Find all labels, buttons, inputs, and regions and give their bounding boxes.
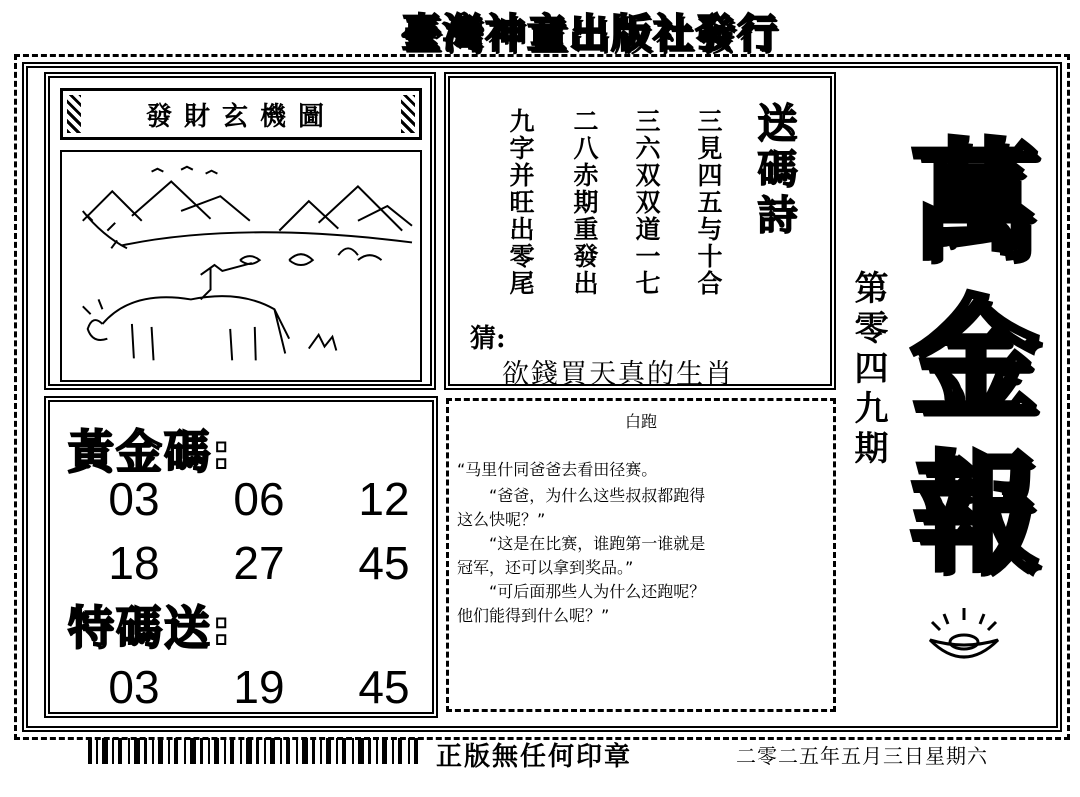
issue-date: 二零二五年五月三日星期六: [736, 744, 988, 768]
authenticity-notice: 正版無任何印章: [436, 742, 633, 772]
story-line: 冠军，还可以拿到奖品。”: [457, 558, 634, 577]
story-line: “爸爸，为什么这些叔叔都跑得: [457, 486, 706, 505]
story-line: “这是在比赛，谁跑第一谁就是: [457, 534, 706, 553]
special-number: 03: [108, 661, 160, 713]
brand-char-3: 報: [910, 440, 1039, 589]
gold-number: 18: [108, 537, 160, 589]
poem-line-4: 九字并旺出零尾: [506, 108, 535, 297]
poem-line-1: 三見四五与十合: [694, 108, 723, 297]
poem-line-3: 二八赤期重發出: [570, 108, 599, 297]
gold-number: 12: [358, 473, 410, 525]
poem-panel: [444, 72, 836, 390]
fortune-picture-panel: [44, 72, 436, 390]
poem-line-2: 三六双双道一七: [632, 108, 661, 297]
gold-number: 45: [358, 537, 410, 589]
ox-herder-illustration: [60, 150, 422, 382]
story-line: “马里什同爸爸去看田径赛。: [457, 460, 658, 479]
barcode: [88, 738, 418, 764]
story-line: 他们能得到什么呢？”: [457, 606, 610, 625]
brand-char-1: 萬: [910, 128, 1039, 277]
story-panel: [446, 398, 836, 712]
story-line: “可后面那些人为什么还跑呢？: [457, 582, 706, 601]
publisher-banner: 臺灣神童出版社發行: [401, 11, 779, 57]
story-title: 白跑: [624, 412, 657, 431]
gold-row-1: [94, 472, 424, 526]
brand-char-2: 金: [910, 284, 1039, 433]
special-number: 45: [358, 661, 410, 713]
guess-riddle: 欲錢買天真的生肖: [502, 359, 734, 390]
gold-number: 27: [233, 537, 285, 589]
gold-number: 03: [108, 473, 160, 525]
gold-number: 06: [233, 473, 285, 525]
poem-label: 送碼詩: [751, 102, 798, 240]
story-line: 这么快呢？”: [457, 510, 546, 529]
special-row: [94, 660, 424, 714]
gold-numbers-label: 黃金碼:: [68, 425, 233, 479]
gold-ingot-icon: [924, 604, 1004, 674]
guess-label: 猜:: [470, 324, 506, 354]
special-numbers-label: 特碼送:: [68, 601, 233, 655]
gold-numbers-panel: [44, 396, 438, 718]
special-number: 19: [233, 661, 285, 713]
issue-number: 第零四九期: [848, 270, 888, 470]
gold-row-2: [94, 536, 424, 590]
picture-title: 發財玄機圖: [60, 88, 422, 140]
